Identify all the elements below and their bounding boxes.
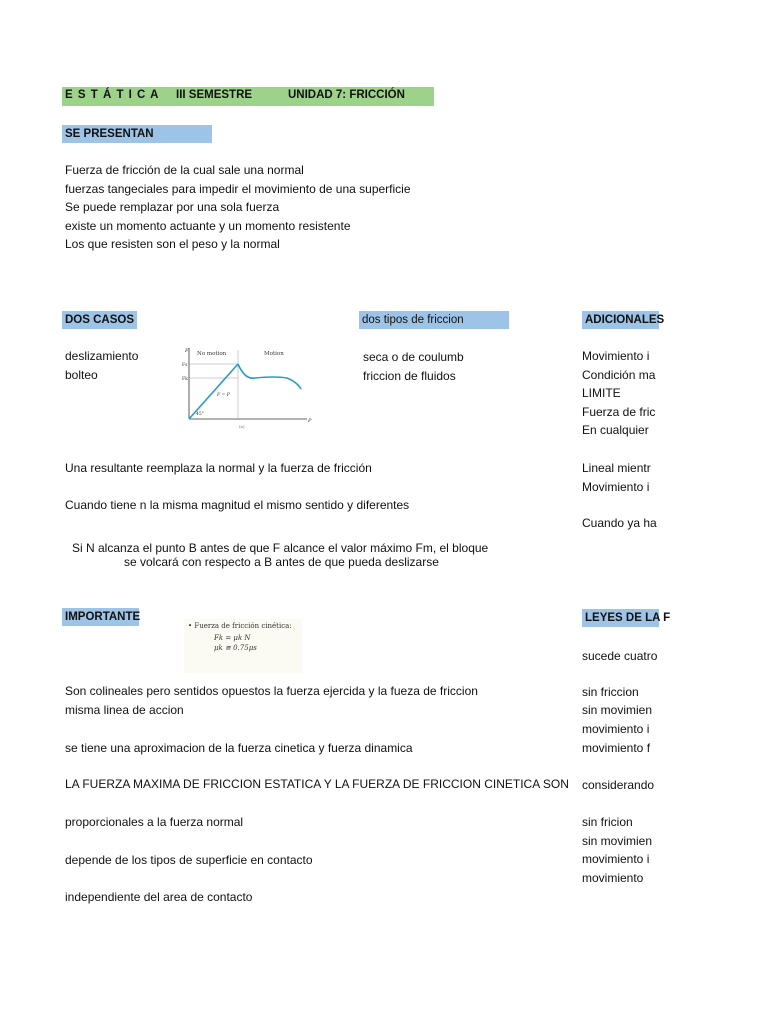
leyes-line: movimiento i — [582, 852, 650, 866]
adicionales-line: Condición ma — [582, 368, 656, 382]
leyes-line: sin friccion — [582, 685, 639, 699]
se-presentan-line: Fuerza de fricción de la cual sale una normal — [65, 163, 304, 177]
svg-text:No motion: No motion — [197, 351, 227, 357]
tipos-item: friccion de fluidos — [363, 369, 456, 383]
friction-graph-figure — [183, 344, 313, 430]
adicionales-line: Movimiento i — [582, 480, 650, 494]
importante-line: depende de los tipos de superficie en contacto — [65, 853, 313, 867]
leyes-heading: LEYES DE LA F — [582, 609, 659, 627]
adicionales-line: Cuando ya ha — [582, 516, 657, 530]
dos-casos-item: deslizamiento — [65, 349, 139, 363]
svg-text:Fs: Fs — [182, 363, 188, 368]
semester-label: III SEMESTRE — [176, 89, 253, 101]
se-presentan-heading: SE PRESENTAN — [62, 125, 212, 143]
tipos-heading: dos tipos de friccion — [359, 311, 509, 329]
importante-line: Son colineales pero sentidos opuestos la fuerza ejercida y la fueza de friccion — [65, 684, 478, 698]
se-presentan-line: fuerzas tangeciales para impedir el movimiento de una superficie — [65, 182, 411, 196]
leyes-line: movimiento i — [582, 722, 650, 736]
kinetic-title: • Fuerza de fricción cinética: — [188, 622, 292, 630]
adicionales-line: Fuerza de fric — [582, 405, 656, 419]
svg-text:F = P: F = P — [217, 393, 230, 398]
leyes-line: considerando — [582, 778, 655, 792]
importante-line: proporcionales a la fuerza normal — [65, 815, 244, 829]
si-n-text-1: Si N alcanza el punto B antes de que F alcance el valor máximo Fm, el bloque — [72, 541, 489, 555]
resultante-text: Una resultante reemplaza la normal y la fuerza de fricción — [65, 461, 372, 475]
adicionales-heading: ADICIONALES — [582, 311, 659, 329]
course-title: E S T Á T I C A — [65, 89, 160, 101]
adicionales-line: LIMITE — [582, 386, 621, 400]
importante-line: LA FUERZA MAXIMA DE FRICCION ESTATICA Y LA FUERZA DE FRICCION CINETICA SON — [65, 777, 569, 791]
svg-text:Fk: Fk — [182, 377, 188, 382]
importante-line: se tiene una aproximacion de la fuerza cinetica y fuerza dinamica — [65, 741, 413, 755]
svg-text:45°: 45° — [196, 412, 204, 417]
leyes-line: movimiento — [582, 871, 644, 885]
dos-casos-item: bolteo — [65, 368, 98, 382]
leyes-line: sin movimien — [582, 703, 653, 717]
cuando-text: Cuando tiene n la misma magnitud el mismo sentido y diferentes — [65, 498, 410, 512]
importante-line: misma linea de accion — [65, 703, 184, 717]
leyes-line: sin fricion — [582, 815, 633, 829]
se-presentan-line: existe un momento actuante y un momento resistente — [65, 219, 351, 233]
svg-text:F: F — [185, 348, 189, 354]
leyes-line: sin movimien — [582, 834, 653, 848]
si-n-text-2: se volcará con respecto a B antes de que pueda deslizarse — [124, 555, 439, 569]
adicionales-line: En cualquier — [582, 423, 649, 437]
kinetic-eq2: μk ≅ 0.75μs — [214, 644, 257, 652]
se-presentan-line: Los que resisten son el peso y la normal — [65, 237, 280, 251]
tipos-item: seca o de coulumb — [363, 350, 464, 364]
importante-line: independiente del area de contacto — [65, 890, 253, 904]
kinetic-eq1: Fk = μk N — [214, 634, 251, 642]
svg-text:Motion: Motion — [264, 351, 284, 357]
unit-label: UNIDAD 7: FRICCIÓN — [288, 89, 405, 101]
adicionales-line: Lineal mientr — [582, 461, 651, 475]
svg-text:P: P — [308, 418, 312, 424]
leyes-line: sucede cuatro — [582, 649, 658, 663]
se-presentan-line: Se puede remplazar por una sola fuerza — [65, 200, 280, 214]
dos-casos-heading: DOS CASOS — [62, 311, 137, 329]
svg-text:(a): (a) — [239, 424, 245, 429]
kinetic-friction-figure — [184, 619, 302, 673]
adicionales-line: Movimiento i — [582, 349, 650, 363]
importante-heading: IMPORTANTE — [62, 608, 139, 626]
friction-graph-svg — [183, 344, 313, 430]
leyes-line: movimiento f — [582, 741, 651, 755]
